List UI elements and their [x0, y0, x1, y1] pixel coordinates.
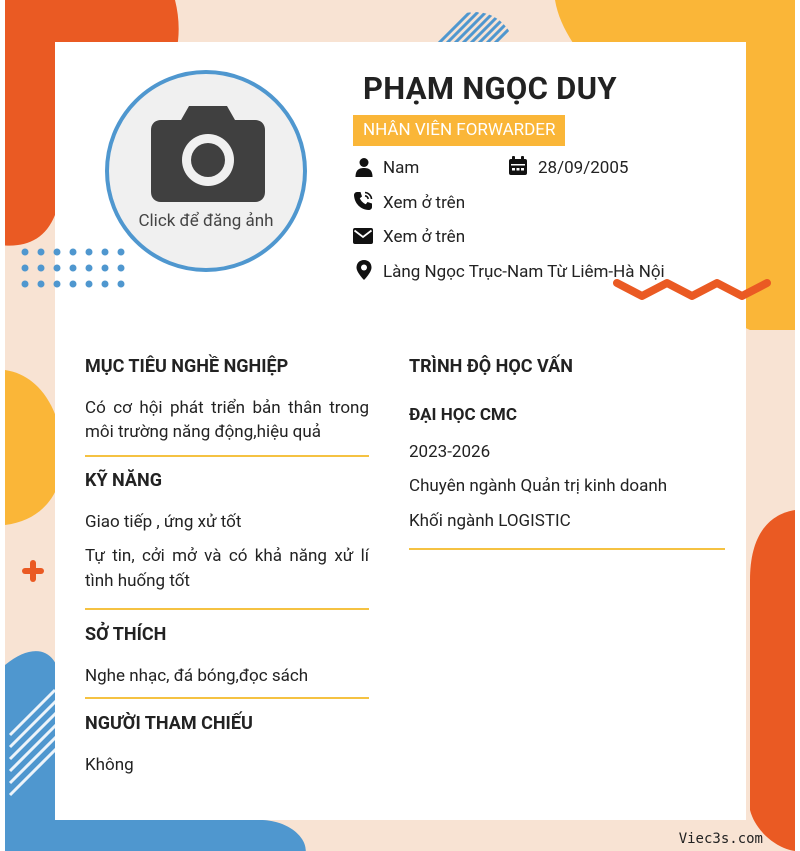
striped-circle-decoration	[430, 12, 520, 44]
photo-caption: Click để đăng ảnh	[138, 211, 274, 231]
location-pin-icon	[354, 260, 374, 280]
address-value: Làng Ngọc Trục-Nam Từ Liêm-Hà Nội	[383, 262, 665, 282]
objective-line-2: môi trường năng động,hiệu quả	[85, 422, 321, 442]
skills-divider	[85, 608, 369, 610]
education-title: TRÌNH ĐỘ HỌC VẤN	[409, 356, 573, 377]
education-school: ĐẠI HỌC CMC	[409, 405, 517, 425]
full-name: PHẠM NGỌC DUY	[363, 70, 617, 107]
plus-icon	[20, 558, 46, 584]
education-divider	[409, 548, 725, 550]
email-icon	[353, 226, 373, 246]
phone-icon	[353, 191, 373, 211]
skill-item-1: Giao tiếp , ứng xử tốt	[85, 512, 242, 532]
hobbies-text: Nghe nhạc, đá bóng,đọc sách	[85, 666, 309, 686]
gender-value: Nam	[383, 158, 420, 178]
references-title: NGƯỜI THAM CHIẾU	[85, 713, 253, 734]
dot-grid-decoration	[18, 245, 133, 293]
orange-blob-bottom-right	[745, 510, 795, 851]
references-text: Không	[85, 755, 134, 775]
skills-title: KỸ NĂNG	[85, 470, 162, 491]
user-icon	[354, 157, 374, 177]
email-value: Xem ở trên	[383, 227, 466, 247]
education-major: Chuyên ngành Quản trị kinh doanh	[409, 476, 668, 496]
skill-item-2-line-1: Tự tin, cởi mở và có khả năng xử lí	[85, 546, 369, 566]
objective-line-1: Có cơ hội phát triển bản thân trong	[85, 398, 369, 418]
profile-photo-upload[interactable]	[105, 70, 307, 272]
education-years: 2023-2026	[409, 442, 491, 462]
objective-title: MỤC TIÊU NGHỀ NGHIỆP	[85, 356, 289, 377]
job-position-badge: NHÂN VIÊN FORWARDER	[353, 115, 565, 146]
hobbies-divider	[85, 697, 369, 699]
calendar-icon	[508, 156, 528, 176]
birthday-value: 28/09/2005	[538, 158, 629, 178]
camera-icon	[151, 104, 265, 202]
watermark: Viec3s.com	[678, 831, 763, 847]
education-field: Khối ngành LOGISTIC	[409, 511, 571, 531]
skill-item-2-line-2: tình huống tốt	[85, 571, 190, 591]
objective-divider	[85, 455, 369, 457]
phone-value: Xem ở trên	[383, 193, 466, 213]
hobbies-title: SỞ THÍCH	[85, 624, 167, 645]
